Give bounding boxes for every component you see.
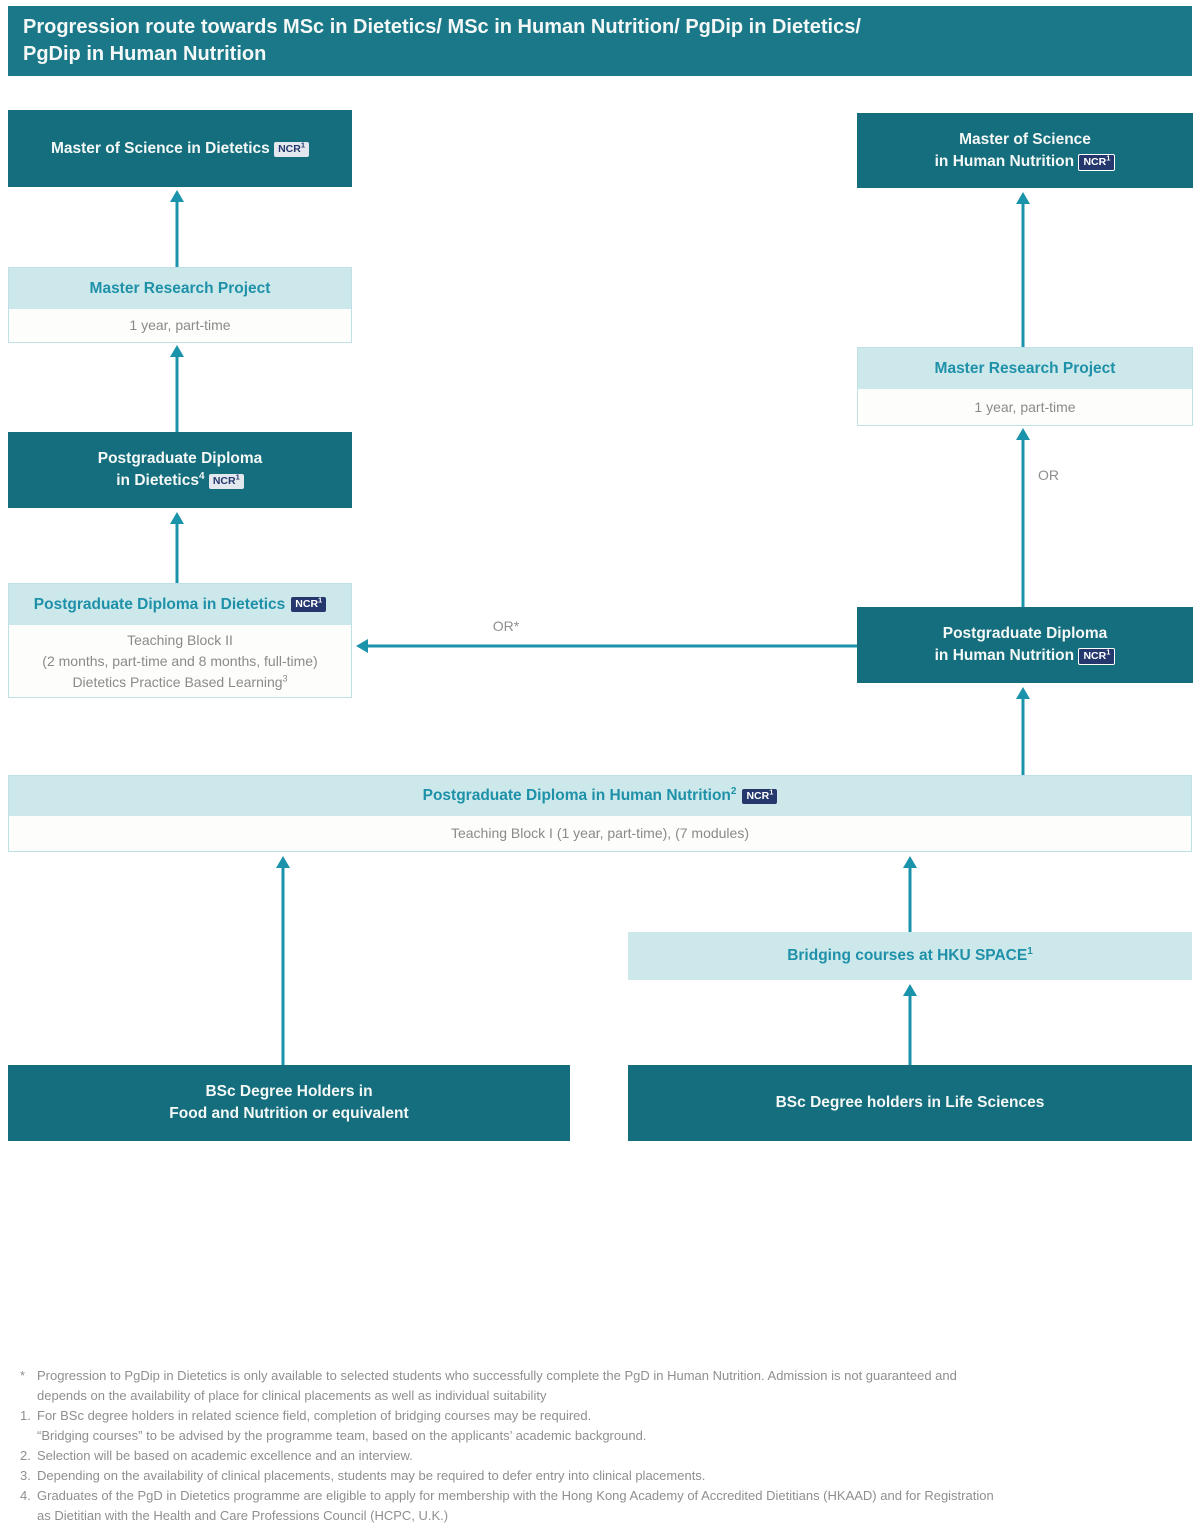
footnote-ref-4: 4 <box>198 470 205 482</box>
footnote-star <box>20 1366 1186 1406</box>
node-mrp-right-title: Master Research Project <box>858 348 1192 389</box>
footnote-body <box>37 1486 1186 1525</box>
node-bsc-life-sciences <box>628 1065 1192 1141</box>
node-pgdip-dietetics-dark-line1: Postgraduate Diploma <box>97 450 263 467</box>
footnote-ref-2: 2 <box>730 785 737 797</box>
footnote-line: Selection will be based on academic excellence and an interview. <box>37 1448 413 1463</box>
node-msc-human-nutrition <box>857 113 1193 188</box>
arrow-wide-to-pgdiphn-dark <box>1016 687 1030 775</box>
arrow-pgdipd-light-to-pgdipd-dark <box>170 512 184 583</box>
arrow-shaft <box>176 354 179 432</box>
node-title-text <box>787 947 1033 965</box>
footnote-line: Depending on the availability of clinical placements, students may be required to defer entry into clinical placements. <box>37 1468 706 1483</box>
footnote-body <box>37 1466 1186 1486</box>
footnote-marker: 2. <box>20 1448 31 1463</box>
footnote-1 <box>20 1406 1186 1446</box>
footnote-3 <box>20 1466 1186 1486</box>
page-title-line1: Progression route towards MSc in Dietetics/ MSc in Human Nutrition/ PgDip in Dietetics/ <box>23 16 861 38</box>
footnote-body <box>37 1446 1186 1466</box>
detail-line-1: Teaching Block II <box>127 631 233 648</box>
node-pgdip-dietetics-light <box>8 583 352 698</box>
footnote-line: “Bridging courses” to be advised by the programme team, based on the applicants’ academic background. <box>37 1428 647 1443</box>
ncr-badge-text: NCR <box>746 789 770 802</box>
node-pgdip-human-nutrition-wide <box>8 775 1192 852</box>
footnote-line: Graduates of the PgD in Dietetics programme are eligible to apply for membership with the Hong Kong Academy of Accredited Dietitians (HKAAD) and for Registration <box>37 1488 994 1503</box>
ncr-badge-sup: 1 <box>769 787 774 796</box>
arrow-shaft <box>909 865 912 932</box>
node-pgdip-human-nutrition-dark <box>857 607 1193 683</box>
footnote-2 <box>20 1446 1186 1466</box>
node-pgdip-hn-line2 <box>935 645 1116 667</box>
footnote-ref-1: 1 <box>1027 945 1033 957</box>
arrow-shaft <box>365 645 857 648</box>
arrow-pgdipd-dark-to-mrp-left <box>170 345 184 432</box>
ncr-badge <box>209 474 244 489</box>
node-title-text: in Human Nutrition <box>934 152 1075 170</box>
or-label-vertical: OR <box>1038 467 1059 483</box>
node-pgdip-dietetics-dark <box>8 432 352 508</box>
node-bsc-life-line1: BSc Degree holders in Life Sciences <box>775 1094 1045 1111</box>
footnote-marker: * <box>20 1368 26 1383</box>
footnote-line: depends on the availability of place for clinical placements as well as individual suitability <box>37 1388 547 1403</box>
node-pgdip-dietetics-light-details <box>9 625 351 697</box>
arrow-shaft <box>176 199 179 267</box>
arrow-pgdiphn-to-pgdipd-light <box>356 639 857 653</box>
ncr-badge-sup: 1 <box>300 140 306 149</box>
node-bsc-food-line1: BSc Degree Holders in <box>205 1083 373 1100</box>
ncr-badge <box>274 142 309 157</box>
arrow-shaft <box>909 993 912 1065</box>
node-msc-hn-line1: Master of Science <box>959 130 1091 148</box>
node-pgdip-hn-line1: Postgraduate Diploma <box>942 625 1108 642</box>
node-pgdip-hn-wide-detail: Teaching Block I (1 year, part-time), (7 modules) <box>9 816 1191 851</box>
ncr-badge-sup: 1 <box>318 595 323 605</box>
arrow-shaft <box>176 521 179 583</box>
node-title-main: Postgraduate Diploma in Human Nutrition <box>422 787 731 804</box>
arrow-shaft <box>1022 437 1025 607</box>
footnote-body <box>37 1406 1186 1446</box>
node-title-text: in Dietetics <box>116 472 199 489</box>
ncr-badge-text: NCR <box>295 598 319 610</box>
page-title-line2: PgDip in Human Nutrition <box>23 43 267 65</box>
footnote-marker: 3. <box>20 1468 31 1483</box>
ncr-badge-sup: 1 <box>1106 647 1111 657</box>
arrow-mrp-left-to-msc-dietetics <box>170 190 184 267</box>
node-bsc-food-line2: Food and Nutrition or equivalent <box>169 1105 409 1122</box>
node-mrp-left <box>8 267 352 343</box>
ncr-badge <box>1078 154 1115 171</box>
ncr-badge <box>742 789 777 804</box>
node-mrp-right <box>857 347 1193 426</box>
footnote-ref-3: 3 <box>282 672 288 683</box>
footnote-line: For BSc degree holders in related science field, completion of bridging courses may be required. <box>37 1408 592 1423</box>
ncr-badge-text: NCR <box>278 142 301 155</box>
page-title <box>8 6 1192 76</box>
or-label-horizontal: OR* <box>492 618 520 634</box>
detail-line-3-text: Dietetics Practice Based Learning <box>72 673 283 690</box>
ncr-badge <box>1078 648 1115 665</box>
node-title-main: Bridging courses at HKU SPACE <box>787 947 1028 964</box>
ncr-badge <box>291 597 326 612</box>
node-msc-dietetics <box>8 110 352 187</box>
ncr-badge-text: NCR <box>1083 155 1107 168</box>
arrow-shaft <box>1022 696 1025 775</box>
footnote-4 <box>20 1486 1186 1525</box>
footnote-marker: 4. <box>20 1488 31 1503</box>
footnotes <box>20 1366 1186 1525</box>
arrow-bridging-to-wide <box>903 856 917 932</box>
node-title-text <box>423 787 737 805</box>
arrow-shaft <box>282 865 285 1065</box>
node-pgdip-dietetics-dark-line2 <box>116 470 244 492</box>
node-mrp-left-title: Master Research Project <box>9 268 351 309</box>
arrow-bscfood-to-wide <box>276 856 290 1065</box>
footnote-body <box>37 1366 1186 1406</box>
node-msc-dietetics-title <box>51 138 309 160</box>
node-bridging-courses <box>628 932 1192 980</box>
arrow-shaft <box>1022 201 1025 347</box>
node-title-text: Master of Science in Dietetics <box>50 139 270 157</box>
ncr-badge-sup: 1 <box>235 472 240 482</box>
node-mrp-right-duration: 1 year, part-time <box>858 389 1192 425</box>
arrow-bsclife-to-bridging <box>903 984 917 1065</box>
footnote-line: Progression to PgDip in Dietetics is only available to selected students who successfully complete the PgD in Human Nutrition. Admission is not guaranteed and <box>37 1368 957 1383</box>
footnote-marker: 1. <box>20 1408 31 1423</box>
node-title-text: Postgraduate Diploma in Dietetics <box>33 595 286 613</box>
detail-line-2: (2 months, part-time and 8 months, full-time) <box>42 652 318 669</box>
ncr-badge-text: NCR <box>212 475 236 487</box>
footnote-line: as Dietitian with the Health and Care Professions Council (HCPC, U.K.) <box>37 1508 449 1523</box>
node-title-text: in Human Nutrition <box>934 647 1075 664</box>
arrow-pgdiphn-to-mrp-right <box>1016 428 1030 607</box>
ncr-badge-sup: 1 <box>1106 153 1111 162</box>
detail-line-3 <box>72 672 287 693</box>
node-msc-hn-line2 <box>935 151 1116 173</box>
node-pgdip-hn-wide-title <box>9 776 1191 816</box>
node-mrp-left-duration: 1 year, part-time <box>9 309 351 342</box>
node-bsc-food-nutrition <box>8 1065 570 1141</box>
ncr-badge-text: NCR <box>1083 650 1107 662</box>
arrow-mrp-right-to-msc-hn <box>1016 192 1030 347</box>
node-pgdip-dietetics-light-title <box>9 584 351 625</box>
